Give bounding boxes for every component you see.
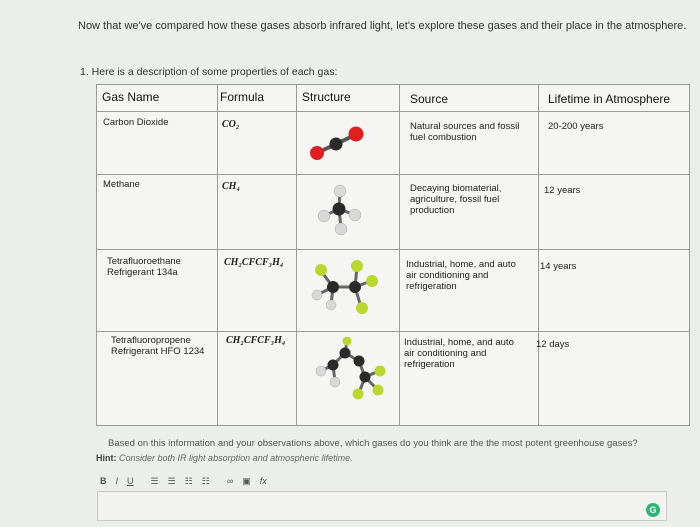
properties-table [96, 84, 690, 426]
header-gas-name: Gas Name [102, 90, 160, 104]
header-formula: Formula [220, 90, 265, 104]
header-source: Source [410, 92, 449, 106]
question-text: Based on this information and your observations above, which gases do you think are the the most potent greenhouse gases? [108, 438, 638, 449]
image-icon[interactable]: ▣ [242, 475, 251, 486]
table-row-1-name: Carbon Dioxide [103, 117, 169, 128]
table-row-3-name: Tetrafluoroethane Refrigerant 134a [107, 256, 181, 278]
table-row-2-name: Methane [103, 179, 140, 190]
table-row-4-lifetime: 12 days [536, 339, 570, 350]
link-icon[interactable]: ∞ [226, 476, 234, 486]
bullet-list-icon[interactable]: ☷ [184, 475, 193, 486]
table-row-2-formula: CH₄ [222, 181, 240, 192]
table-row-1-lifetime: 20-200 years [548, 121, 604, 132]
methane-structure-icon [315, 183, 365, 239]
table-row-2-lifetime: 12 years [544, 185, 581, 196]
table-row-3-source: Industrial, home, and auto air conditioning and refrigeration [406, 259, 516, 292]
editor-toolbar [100, 472, 267, 490]
table-row-1-formula: CO₂ [222, 119, 240, 130]
grammar-check-icon[interactable]: G [646, 503, 660, 517]
co2-structure-icon [303, 121, 373, 165]
table-row-4-name: Tetrafluoropropene Refrigerant HFO 1234 [111, 335, 205, 357]
answer-input[interactable] [97, 491, 667, 521]
bold-button[interactable]: B [100, 476, 107, 486]
question-number: 1. Here is a description of some properties of each gas: [80, 66, 338, 78]
table-row-2-source: Decaying biomaterial, agriculture, fossil fuel production [410, 183, 502, 216]
table-row-3-formula: CH₂CFCF₃H₄ [224, 257, 284, 268]
italic-button[interactable]: I [115, 476, 119, 486]
table-row-4-formula: CH₂CFCF₃H₄ [226, 335, 286, 346]
intro-text: Now that we've compared how these gases absorb infrared light, let's explore these gases and their place in the atmosphere. [78, 20, 687, 32]
align-center-icon[interactable]: ☰ [167, 475, 176, 486]
header-lifetime: Lifetime in Atmosphere [548, 92, 671, 106]
underline-button[interactable]: U [127, 476, 134, 486]
table-row-4-source: Industrial, home, and auto air conditioning and refrigeration [404, 337, 514, 370]
numbered-list-icon[interactable]: ☷ [201, 475, 210, 486]
hint: Hint: Consider both IR light absorption and atmospheric lifetime. [96, 453, 353, 463]
tetrafluoropropene-structure-icon [307, 337, 393, 413]
tetrafluoroethane-structure-icon [307, 257, 383, 319]
table-row-1-source: Natural sources and fossil fuel combustion [410, 121, 520, 143]
align-left-icon[interactable]: ☰ [150, 475, 159, 486]
table-row-3-lifetime: 14 years [540, 261, 577, 272]
header-structure: Structure [302, 90, 351, 104]
formula-button[interactable]: fx [259, 476, 267, 486]
